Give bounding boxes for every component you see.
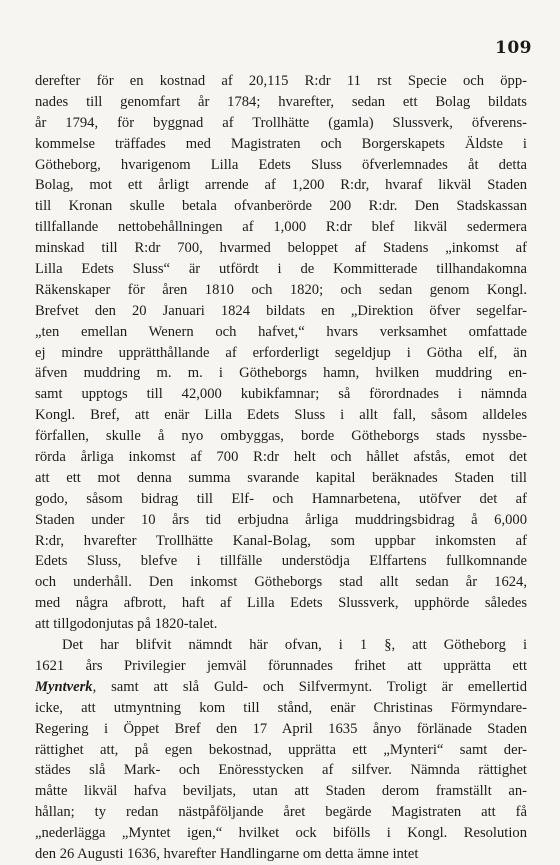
text-line: Lilla Edets Sluss“ är utfördt i de Kommitterade tillhandakomna bbox=[35, 261, 527, 278]
text-line: rörda årliga inkomst af 700 R:dr helt och hållet afstås, emot det bbox=[35, 449, 527, 466]
text-line: godo, såsom bidrag till Elf- och Hamnarbetena, utöfver det af bbox=[35, 490, 527, 507]
text-line: Kongl. Bref, att enär Lilla Edets Sluss i allt fall, såsom alldeles bbox=[35, 407, 527, 424]
text-line: nades till genomfart år 1784; hvarefter, sedan ett Bolag bildats bbox=[35, 93, 527, 110]
text-line: äfven muddring m. m. i Götheborgs hamn, hvilken muddring en- bbox=[35, 365, 527, 382]
text-line: icke, att utmyntning kom till stånd, enär Christinas Förmyndare- bbox=[35, 699, 527, 716]
text-line: städes slå Mark- och Enöresstycken af silfver. Nämnda rättighet bbox=[35, 762, 527, 779]
text-line: med några afbrott, haft af Lilla Edets Slussverk, upphörde således bbox=[35, 595, 527, 612]
text-line: och underhåll. Den inkomst Götheborgs stad allt sedan år 1624, bbox=[35, 574, 527, 591]
text-line: Edets Sluss, blefve i tillfälle understödja Elffartens fullkomnande bbox=[35, 553, 527, 570]
text-line: att tillgodonjutas på 1820-talet. bbox=[35, 616, 218, 633]
text-line: förfallen, skulle å nyo ombyggas, borde Götheborgs stads nyssbe- bbox=[35, 428, 527, 445]
text-line: till Kronan skulle betala ofvanberörde 200 R:dr. Den Stadskassan bbox=[35, 198, 527, 215]
text-line: Brefvet den 20 Januari 1824 bildats en „Direktion öfver segelfar- bbox=[35, 302, 527, 319]
text-line: derefter för en kostnad af 20,115 R:dr 11 rst Specie och öpp- bbox=[35, 73, 527, 89]
text-line: ej mindre upprätthållande af erforderligt segeldjup i Götha elf, än bbox=[35, 344, 527, 361]
body-text bbox=[35, 71, 527, 865]
text-line: tillfallande nettobehållningen af 1,000 R:dr blef likväl sedermera bbox=[35, 219, 527, 236]
text-line: minskad till R:dr 700, hvarmed beloppet af Stadens „inkomst af bbox=[35, 240, 527, 257]
text-line: „ten emellan Wenern och hafvet,“ hvars verksamhet omfattade bbox=[35, 323, 527, 340]
text-line: Götheborg, hvarigenom Lilla Edets Sluss öfverlemnades åt detta bbox=[35, 156, 527, 173]
text-line: kommelse träffades med Magistraten och Borgerskapets Äldste i bbox=[35, 135, 527, 152]
text-line: 1621 års Privilegier jemväl förunnades frihet att upprätta ett bbox=[35, 657, 527, 674]
text-line: samt upptogs till 42,000 kubikfamnar; så förordnades i nämnda bbox=[35, 386, 527, 403]
text-line: år 1794, för byggnad af Trollhätte (gamla) Slussverk, öfverens- bbox=[35, 114, 527, 131]
text-line: Räkenskaper för åren 1810 och 1820; och sedan genom Kongl. bbox=[35, 281, 527, 298]
text-line: rättighet att, på egen bekostnad, upprätta ett „Mynteri“ samt der- bbox=[35, 741, 527, 758]
text-line: måtte likväl hafva beviljats, utan att Staden derom framställt an- bbox=[35, 783, 527, 800]
text-line: Staden under 10 års tid erbjudna årliga muddringsbidrag å 6,000 bbox=[35, 511, 527, 528]
paragraph bbox=[35, 635, 527, 865]
text-line: Regering i Öppet Bref den 17 April 1635 ånyo förlänade Staden bbox=[35, 720, 527, 737]
text-line: den 26 Augusti 1636, hvarefter Handlingarne om detta ämne intet bbox=[35, 845, 419, 862]
text-line: att ett mot denna summa svarande kapital beräknades Staden till bbox=[35, 469, 527, 486]
paragraph bbox=[35, 71, 527, 635]
text-line: Det har blifvit nämndt här ofvan, i 1 §, att Götheborg i bbox=[62, 637, 527, 654]
text-line: Bolag, mot ett årligt arrende af 1,200 R:dr, hvaraf likväl Staden bbox=[35, 177, 527, 194]
page-number: 109 bbox=[495, 38, 532, 58]
text-line: Myntverk, samt att slå Guld- och Silfvermynt. Troligt är emellertid bbox=[35, 678, 527, 695]
text-line: hållan; ty redan nästpåföljande året begärde Magistraten att få bbox=[35, 804, 527, 821]
text-line: R:dr, hvarefter Trollhätte Kanal-Bolag, som uppbar inkomsten af bbox=[35, 532, 527, 549]
text-line: „nederlägga „Myntet igen,“ hvilket ock bifölls i Kongl. Resolution bbox=[35, 825, 527, 842]
